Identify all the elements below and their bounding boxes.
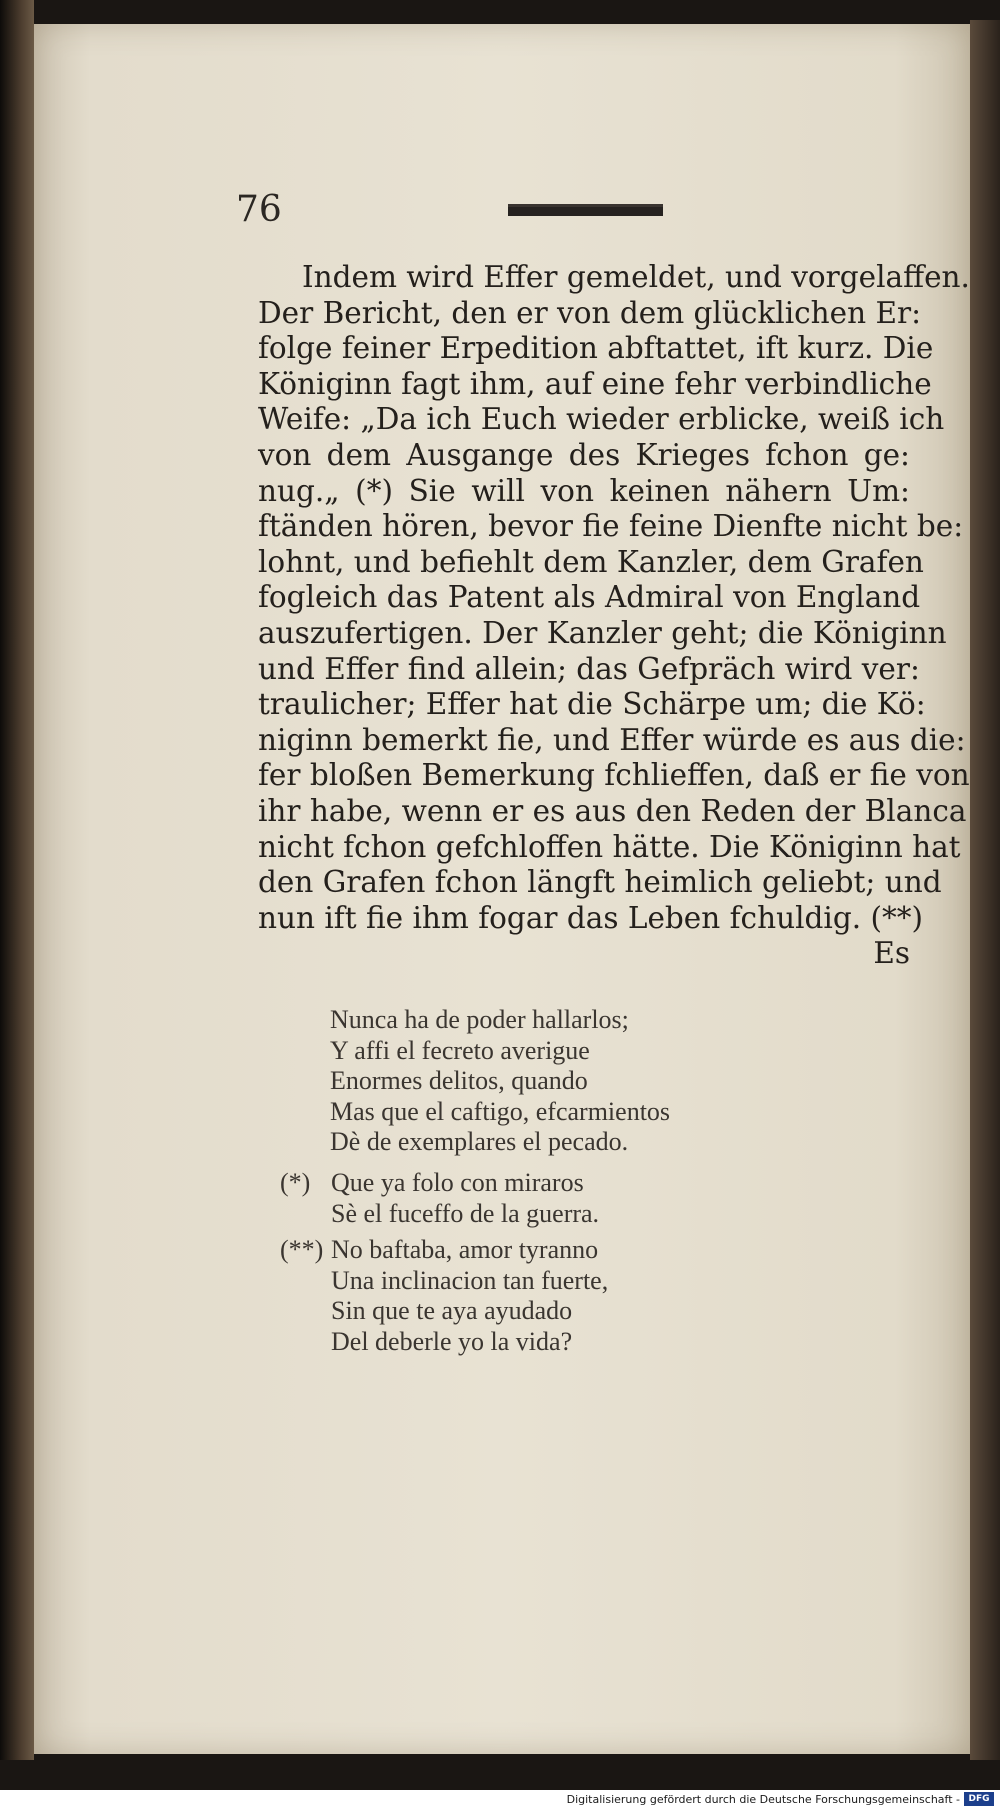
text-line: Der Bericht, den er von dem glücklichen Er: [258,295,922,330]
book-spine-edge [0,0,34,1760]
text-line: fer bloßen Bemerkung fchlieffen, daß er fie von [258,758,970,793]
footnote-line: Una inclinacion tan fuerte, [331,1265,609,1295]
text-line: ftänden hören, bevor fie feine Dienfte nicht be: [258,509,964,544]
book-cover-edge [970,20,1000,1760]
text-line: den Grafen fchon längft heimlich geliebt; und [258,865,942,900]
verse-line: Nunca ha de poder hallarlos; [330,1005,629,1034]
footnote-2 [280,1235,608,1357]
text-line: nun ift fie ihm fogar das Leben fchuldig. (**) [258,900,923,935]
header-rule [508,204,663,216]
footnote-marker: (*) [280,1168,311,1197]
page-number: 76 [236,189,282,230]
text-line: auszufertigen. Der Kanzler geht; die Königinn [258,615,947,650]
text-line: Königinn fagt ihm, auf eine fehr verbindliche [258,366,932,401]
verse-line: Dè de exemplares el pecado. [330,1127,629,1157]
funding-credit: Digitalisierung gefördert durch die Deutsche Forschungsgemeinschaft - [566,1793,960,1806]
text-line: und Effer find allein; das Gefpräch wird ver: [258,651,920,686]
dfg-logo: DFG [964,1792,994,1806]
text-line: folge feiner Erpedition abftattet, ift kurz. Die [258,331,934,366]
footnote-line: Sin que te aya ayudado [331,1296,573,1326]
text-line: traulicher; Effer hat die Schärpe um; die Kö: [258,687,926,722]
verse-line: Enormes delitos, quando [330,1066,588,1096]
main-text [258,260,970,972]
verse-line: Y affi el fecreto averigue [330,1035,590,1065]
text-line: von dem Ausgange des Krieges fchon ge: [258,437,910,472]
footnote-line: No baftaba, amor tyranno [331,1235,599,1264]
text-line: ihr habe, wenn er es aus den Reden der Blanca [258,793,967,828]
footnote-line: Sè el fuceffo de la guerra. [331,1198,600,1228]
text-line: niginn bemerkt fie, und Effer würde es aus die: [258,722,966,757]
text-line: lohnt, und befiehlt dem Kanzler, dem Grafen [258,544,924,579]
verse-quotation [330,1005,670,1158]
verse-line: Mas que el caftigo, efcarmientos [330,1096,671,1126]
footnote-line: Que ya folo con miraros [331,1168,584,1197]
footnote-1 [280,1168,599,1229]
text-line: Weife: „Da ich Euch wieder erblicke, weiß ich [258,402,945,437]
text-line: nug.„ (*) Sie will von keinen nähern Um: [258,473,910,508]
text-line: Indem wird Effer gemeldet, und vorgelaffen. [302,260,970,294]
footnote-line: Del deberle yo la vida? [331,1326,573,1356]
text-line: nicht fchon gefchloffen hätte. Die Königinn hat [258,829,961,864]
footnote-marker: (**) [280,1235,324,1264]
catchword: Es [873,936,910,971]
text-line: fogleich das Patent als Admiral von England [258,580,921,615]
